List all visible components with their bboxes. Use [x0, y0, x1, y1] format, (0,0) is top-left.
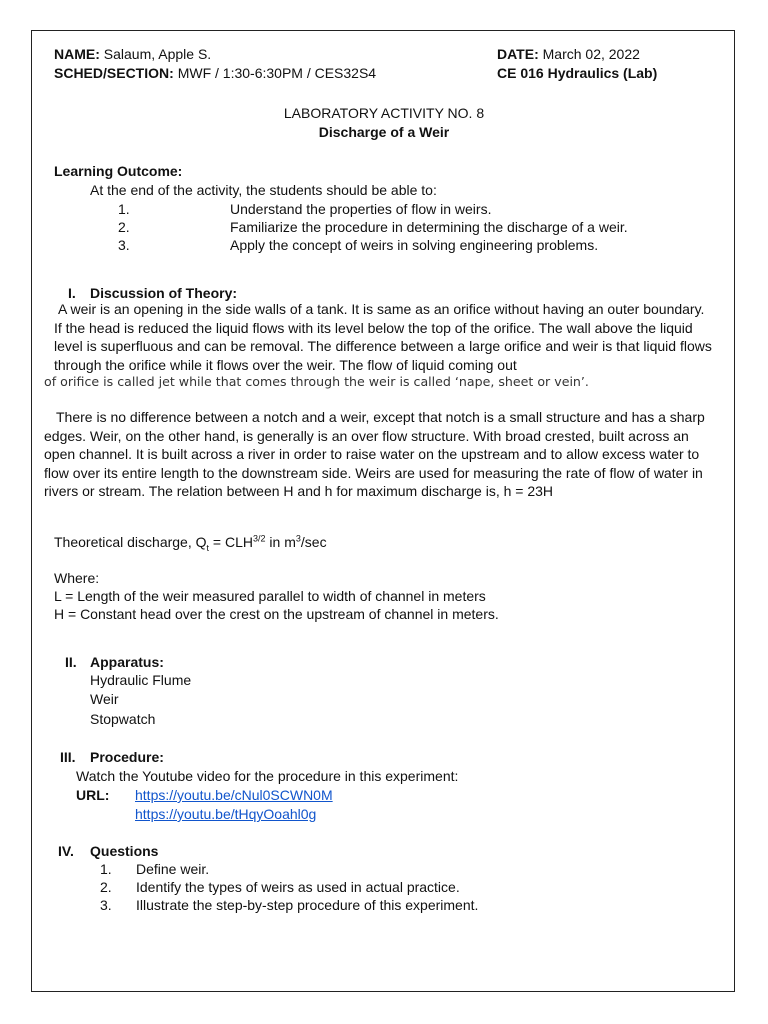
discharge-formula: Theoretical discharge, $Q_t = CLH^{3/2}$ in $m^3/\sec$: [54, 533, 327, 553]
date-line: [497, 45, 640, 63]
discussion-numeral: I.: [68, 285, 76, 301]
sched-label: SCHED/SECTION:: [54, 65, 174, 81]
apparatus-heading: Apparatus:: [90, 654, 164, 670]
outcome-text-1: Understand the properties of flow in weirs.: [230, 201, 492, 217]
outcome-text-2: Familiarize the procedure in determining the discharge of a weir.: [230, 219, 628, 235]
outcome-num-1: 1.: [118, 201, 130, 217]
activity-title: Discharge of a Weir: [318, 124, 450, 140]
discussion-p1-tail: of orifice is called jet while that comes through the weir is called ‘nape, sheet or vein’.: [44, 374, 589, 389]
course-title: CE 016 Hydraulics (Lab): [497, 65, 658, 81]
question-num-1: 1.: [100, 861, 112, 877]
questions-numeral: IV.: [58, 843, 74, 859]
apparatus-item-2: Weir: [90, 691, 119, 707]
apparatus-numeral: II.: [65, 654, 77, 670]
learning-outcome-intro: At the end of the activity, the students should be able to:: [90, 182, 437, 198]
name-label: NAME:: [54, 46, 100, 62]
date-value: March 02, 2022: [542, 46, 640, 62]
name-value: Salaum, Apple S.: [103, 46, 212, 62]
questions-heading: Questions: [90, 843, 159, 859]
url-label: URL:: [76, 787, 110, 803]
discussion-paragraph-1: [54, 300, 714, 374]
date-label: DATE:: [497, 46, 539, 62]
apparatus-item-3: Stopwatch: [90, 711, 156, 727]
learning-outcome-heading: Learning Outcome:: [54, 163, 183, 179]
discussion-paragraph-2: There is no difference between a notch and a weir, except that notch is a small structure and has a sharp edges. Weir, on the other hand, is generally is an over flow structure. With broad crested, built across an open channel. It is built across a river in order to raise water on the upstream and to allow excess water to flow over its entire length to the downstream side. Weirs are used for measuring the rate of flow of water in rivers or stream. The relation between H and h for maximum discharge is, h = 23H: [44, 409, 705, 500]
procedure-intro: Watch the Youtube video for the procedure in this experiment:: [76, 768, 459, 784]
youtube-link-1[interactable]: https://youtu.be/cNul0SCWN0M: [135, 787, 333, 803]
question-num-2: 2.: [100, 879, 112, 895]
discussion-heading: Discussion of Theory:: [90, 285, 238, 301]
apparatus-item-1: Hydraulic Flume: [90, 672, 192, 688]
sched-line: [54, 64, 376, 82]
outcome-text-3: Apply the concept of weirs in solving engineering problems.: [230, 237, 599, 253]
sched-value: MWF / 1:30-6:30PM / CES32S4: [177, 65, 377, 81]
question-text-1: Define weir.: [136, 861, 210, 877]
discussion-p1-main: A weir is an opening in the side walls of a tank. It is same as an orifice without having an outer boundary. If the head is reduced the liquid flows with its level below the top of the orifice. The wall above the liquid level is superfluous and can be removal. The difference between a large orifice and weir is that liquid flows through the orifice while it flows over the weir. The flow of liquid coming out: [54, 301, 712, 373]
where-H: H = Constant head over the crest on the upstream of channel in meters.: [54, 606, 499, 622]
procedure-numeral: III.: [60, 749, 76, 765]
name-line: [54, 45, 211, 63]
outcome-num-3: 3.: [118, 237, 130, 253]
procedure-heading: Procedure:: [90, 749, 164, 765]
question-text-3: Illustrate the step-by-step procedure of this experiment.: [136, 897, 479, 913]
outcome-num-2: 2.: [118, 219, 130, 235]
where-label: Where:: [54, 570, 100, 586]
activity-number: LABORATORY ACTIVITY NO. 8: [283, 105, 485, 121]
question-text-2: Identify the types of weirs as used in actual practice.: [136, 879, 460, 895]
where-L: L = Length of the weir measured parallel to width of channel in meters: [54, 588, 486, 604]
youtube-link-2[interactable]: https://youtu.be/tHqyOoahl0g: [135, 806, 317, 822]
question-num-3: 3.: [100, 897, 112, 913]
